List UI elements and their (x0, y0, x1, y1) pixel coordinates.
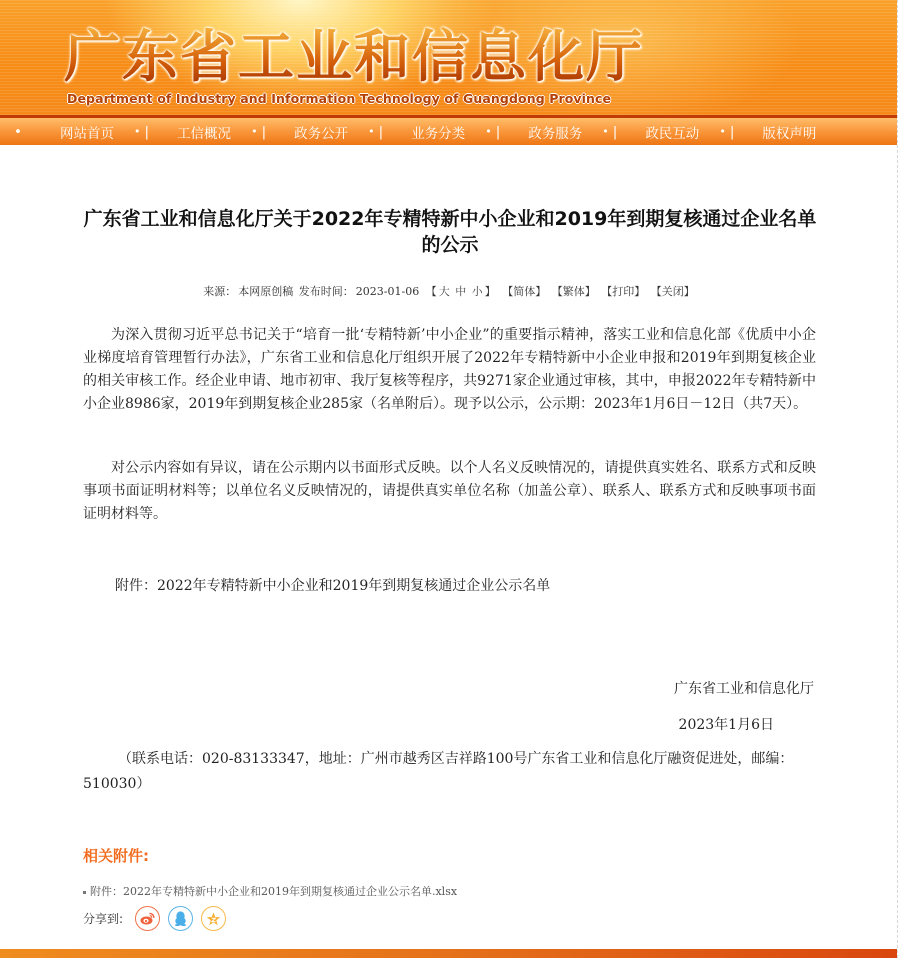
nav-dot: • (368, 125, 375, 138)
print-button[interactable]: 【打印】 (601, 285, 646, 298)
nav-dot: • (251, 125, 258, 138)
qzone-star-icon (206, 912, 221, 926)
source-label: 来源： (203, 285, 237, 298)
nav-dot: • (134, 125, 141, 138)
contact-text: （联系电话：020-83133347，地址：广州市越秀区吉祥路100号广东省工业和信息化厅融资促进处，邮编：510030） (83, 751, 794, 792)
nav-separator: | (729, 123, 735, 140)
paragraph-text: 为深入贯彻习近平总书记关于“培育一批‘专精特新’中小企业”的重要指示精神，落实工业和信息化部《优质中小企业梯度培育管理暂行办法》，广东省工业和信息化厅组织开展了2022年专精特新中小企业申报和2019年到期复核企业的相关审核工作。经企业申请、地市初审、我厅复核等程序，共9271家企业通过审核，其中，申报2022年专精特新中小企业8986家，2019年到期复核企业285家（名单附后）。现予以公示，公示期：2023年1月6日－12日（共7天）。 (83, 327, 816, 412)
nav-item-home (60, 122, 177, 142)
related-attachments-heading: 相关附件: (83, 847, 149, 865)
nav-separator: | (378, 123, 384, 140)
font-size-small-button[interactable]: 小 (471, 285, 483, 298)
nav-link-home[interactable]: 网站首页 (60, 125, 114, 142)
nav-item-gov-info (294, 122, 411, 142)
footer-bar (0, 949, 898, 958)
related-attachment-item (83, 883, 457, 899)
nav-separator: | (612, 123, 618, 140)
main-nav (0, 118, 898, 145)
share-qq-button[interactable] (168, 906, 193, 931)
site-subtitle: Department of Industry and Information Technology of Guangdong Province (67, 91, 612, 106)
article-meta (0, 283, 898, 299)
nav-link-business[interactable]: 业务分类 (411, 125, 466, 142)
paragraph-text: 对公示内容如有异议，请在公示期内以书面形式反映。以个人名义反映情况的，请提供真实姓名、联系方式和反映事项书面证明材料等；以单位名义反映情况的，请提供真实单位名称（加盖公章）、联系人、联系方式和反映事项书面证明材料等。 (83, 460, 816, 522)
site-title: 广东省工业和信息化厅 (64, 25, 644, 90)
simplified-chinese-button[interactable]: 【简体】 (502, 285, 547, 298)
nav-separator: | (495, 123, 501, 140)
nav-dot: • (485, 125, 492, 138)
nav-item-services (528, 122, 645, 142)
nav-separator: | (261, 123, 267, 140)
source-value: 本网原创稿 (238, 285, 294, 298)
contact-info (83, 747, 816, 797)
page-scroll-edge (897, 0, 901, 958)
attachment-download-link[interactable]: 附件：2022年专精特新中小企业和2019年到期复核通过企业公示名单.xlsx (90, 885, 458, 898)
font-size-medium-button[interactable]: 中 (455, 285, 467, 298)
signature-date: 2023年1月6日 (678, 717, 774, 733)
qq-penguin-icon (174, 911, 187, 926)
date-label: 发布时间： (298, 285, 354, 298)
nav-link-overview[interactable]: 工信概况 (177, 125, 232, 142)
nav-item-copyright (762, 122, 816, 142)
share-weibo-button[interactable] (135, 906, 160, 931)
bullet-icon (83, 891, 86, 894)
article-paragraph-1 (83, 324, 816, 416)
traditional-chinese-button[interactable]: 【繁体】 (551, 285, 596, 298)
publish-date: 2023-01-06 (355, 285, 420, 298)
nav-link-gov-info[interactable]: 政务公开 (294, 125, 349, 142)
nav-link-copyright[interactable]: 版权声明 (762, 125, 817, 142)
nav-item-interaction (645, 122, 762, 142)
nav-separator: | (144, 123, 150, 140)
share-bar (83, 906, 226, 931)
bracket: 【 (425, 285, 437, 298)
nav-item-overview (177, 122, 294, 142)
share-qzone-button[interactable] (201, 906, 226, 931)
attachment-note: 附件：2022年专精特新中小企业和2019年到期复核通过企业公示名单 (115, 578, 551, 594)
nav-link-interaction[interactable]: 政民互动 (645, 125, 700, 142)
nav-dot: • (719, 125, 726, 138)
nav-link-services[interactable]: 政务服务 (528, 125, 583, 142)
article-title: 广东省工业和信息化厅关于2022年专精特新中小企业和2019年到期复核通过企业名单的公示 (83, 208, 817, 256)
article-paragraph-2 (83, 457, 816, 526)
signature-organization: 广东省工业和信息化厅 (674, 681, 814, 697)
nav-dot: • (14, 123, 22, 140)
font-size-controls (425, 285, 497, 298)
nav-item-business (411, 122, 528, 142)
close-button[interactable]: 【关闭】 (650, 285, 695, 298)
font-size-large-button[interactable]: 大 (438, 285, 450, 298)
site-banner (0, 0, 898, 118)
nav-dot: • (602, 125, 609, 138)
bracket: 】 (484, 285, 496, 298)
share-label: 分享到: (83, 912, 124, 926)
weibo-icon (140, 912, 155, 925)
